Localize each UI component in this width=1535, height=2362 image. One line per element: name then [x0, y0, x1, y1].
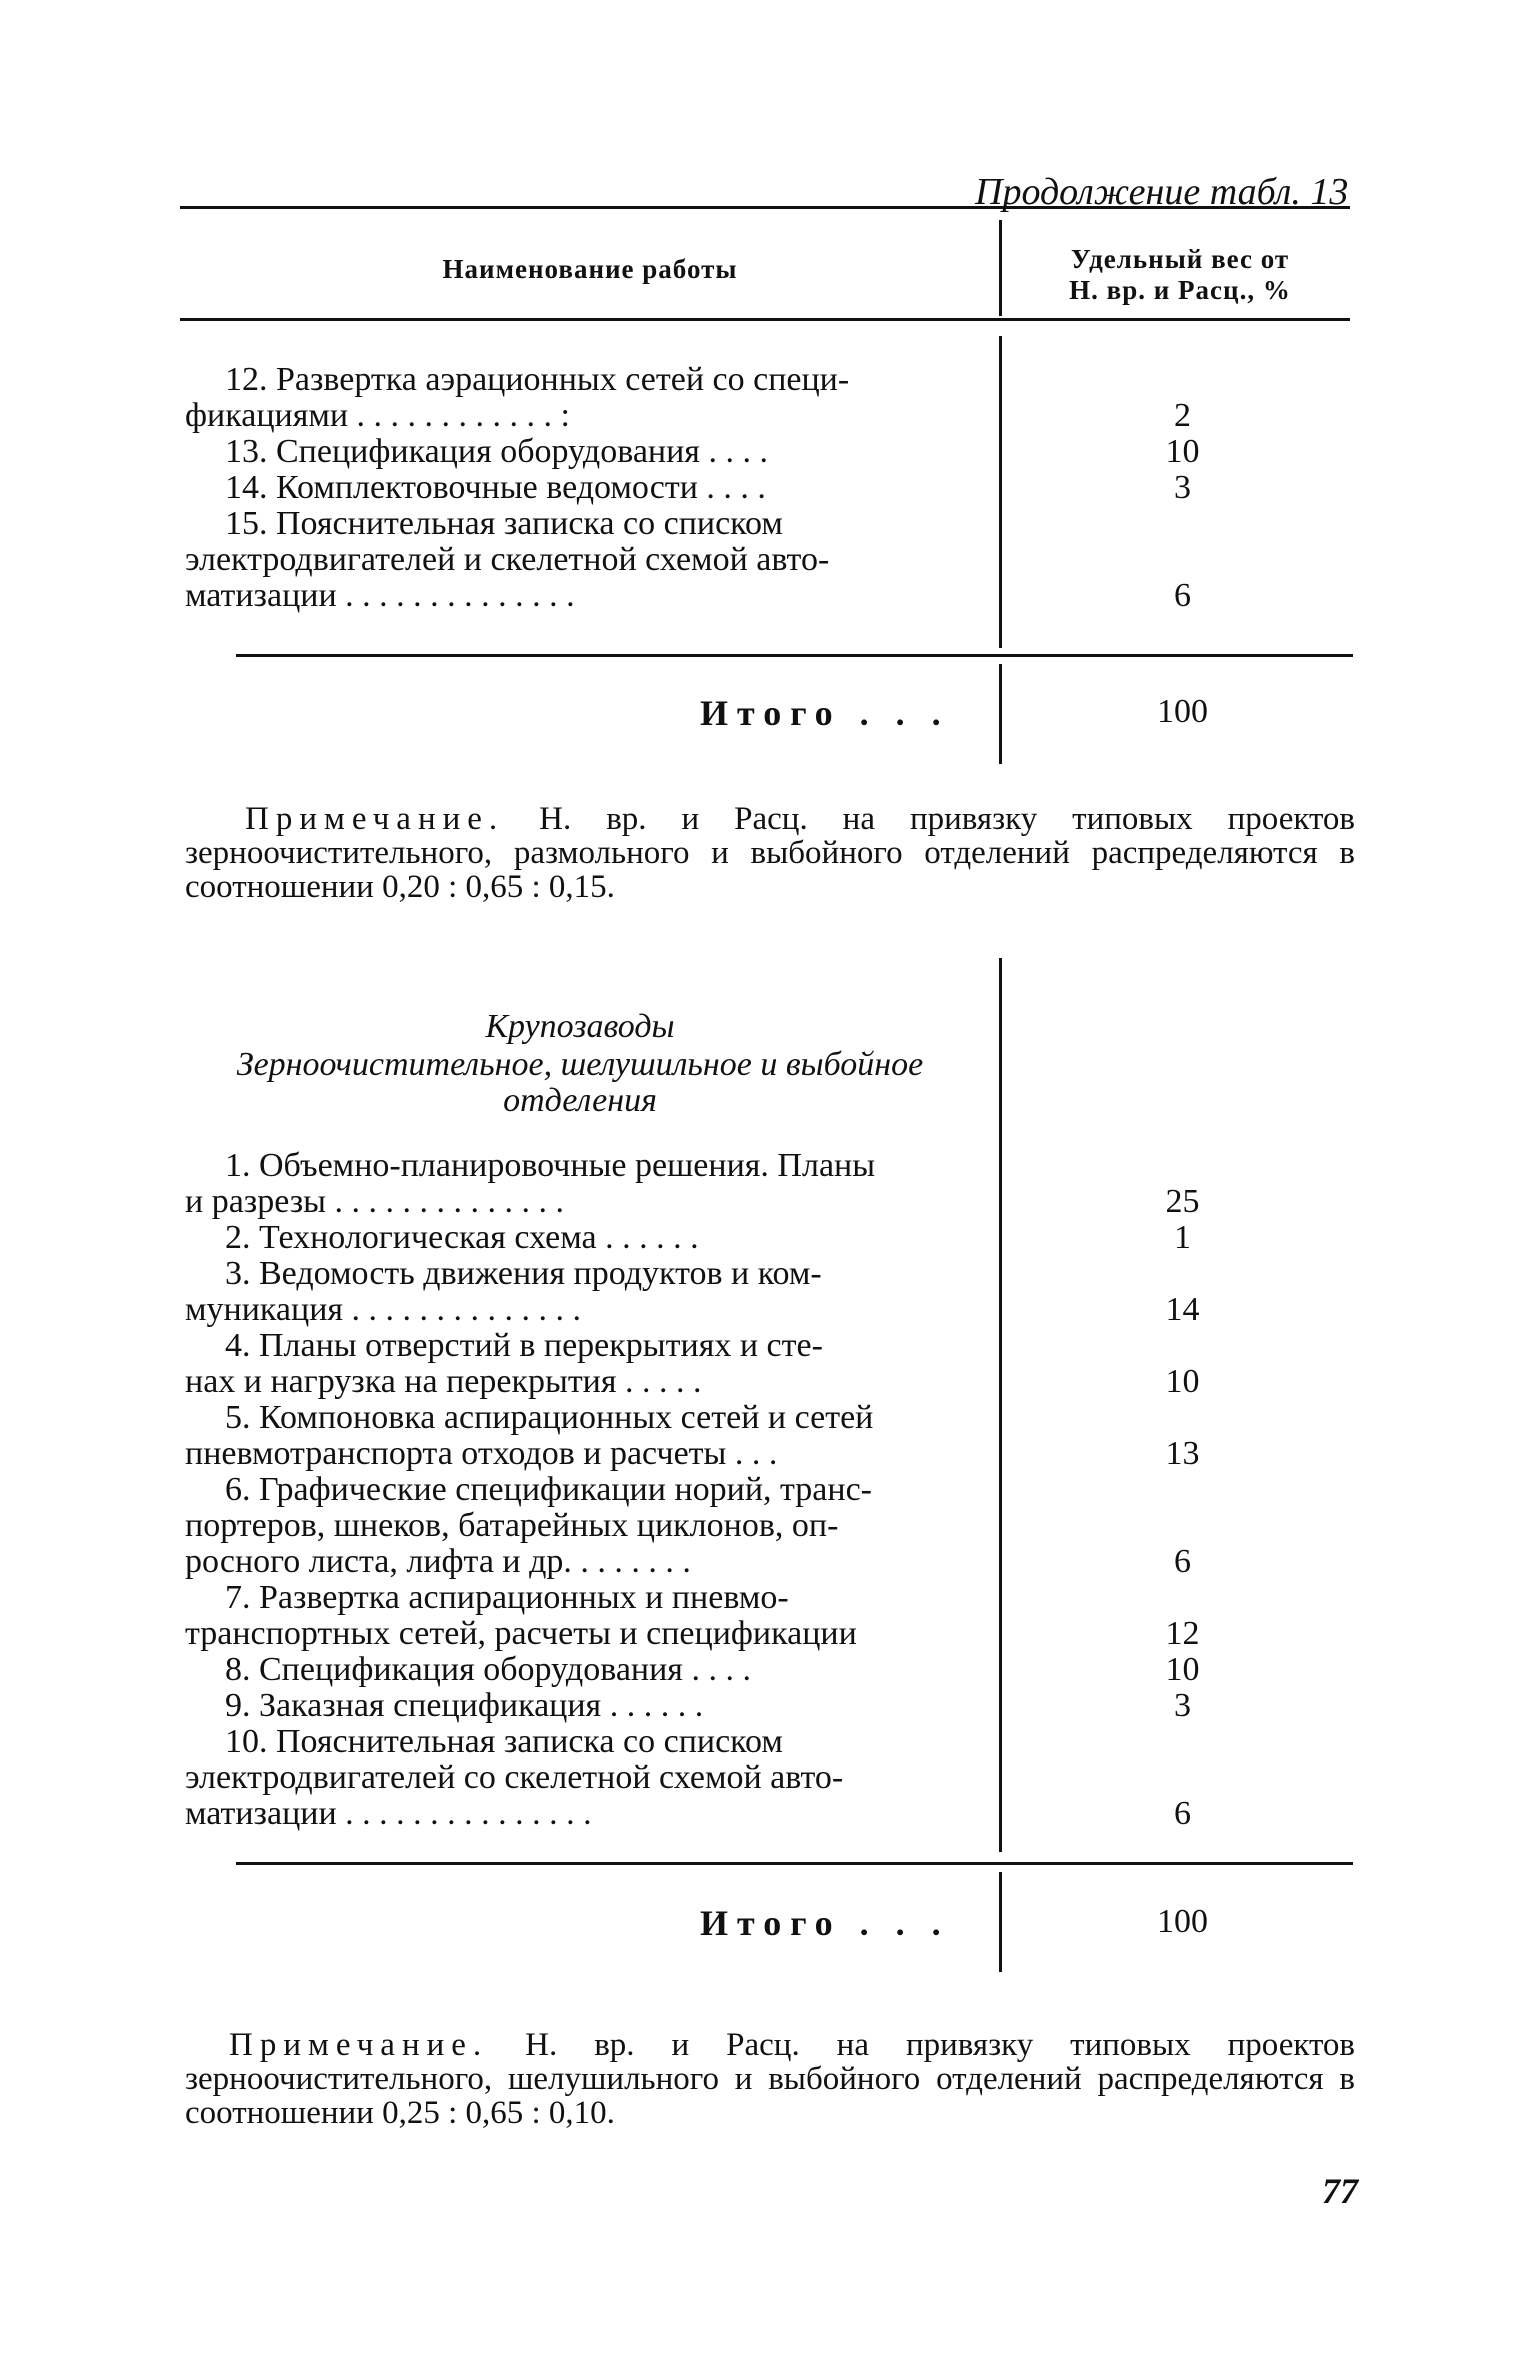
table-row	[185, 1256, 975, 1328]
total-divider	[999, 664, 1002, 764]
row-text: портеров, шнеков, батарейных циклонов, оп-	[185, 1507, 839, 1544]
row-value: 6	[1174, 1543, 1191, 1580]
row-text: электродвигателей и скелетной схемой авто-	[185, 541, 830, 578]
section-title: Крупозаводы	[485, 1008, 675, 1045]
row-value: 2	[1174, 397, 1191, 434]
section-subtitle-line2: отделения	[503, 1082, 657, 1119]
row-text: 1. Объемно-планировочные решения. Планы	[225, 1147, 876, 1184]
table-row	[185, 1400, 975, 1472]
row-text: 3. Ведомость движения продуктов и ком-	[225, 1255, 822, 1292]
row-value: 14	[1165, 1291, 1200, 1328]
row-value: 10	[1165, 433, 1200, 470]
row-text: 4. Планы отверстий в перекрытиях и сте-	[225, 1327, 823, 1364]
row-text: матизации . . . . . . . . . . . . . . .	[185, 1795, 592, 1832]
row-value: 3	[1174, 1687, 1191, 1724]
total-value: 100	[1157, 693, 1208, 730]
total-value: 100	[1157, 1903, 1208, 1940]
table-row: 2. Технологическая схема . . . . . .	[225, 1219, 699, 1256]
header-divider	[999, 220, 1002, 316]
row-text: росного листа, лифта и др. . . . . . . .	[185, 1543, 691, 1580]
note-label: Примечание.	[229, 2027, 489, 2063]
row-value: 6	[1174, 1795, 1191, 1832]
table-row	[185, 1580, 975, 1652]
table-row	[185, 1724, 975, 1832]
page-number: 77	[1322, 2171, 1358, 2211]
table-top-rule	[180, 206, 1350, 209]
body-divider	[999, 336, 1002, 648]
row-text: электродвигателей со скелетной схемой авто-	[185, 1759, 844, 1796]
total-rule	[236, 1862, 1353, 1865]
column-header-weight	[1010, 244, 1350, 306]
row-text: 6. Графические спецификации норий, транс-	[225, 1471, 872, 1508]
header-bottom-rule	[180, 318, 1350, 321]
table-row: 13. Спецификация оборудования . . . .	[225, 433, 768, 470]
table-row	[185, 1148, 975, 1220]
row-text: 5. Компоновка аспирационных сетей и сетей	[225, 1399, 874, 1436]
column-header-name: Наименование работы	[442, 254, 738, 284]
section-subtitle-line1: Зерноочистительное, шелушильное и выбойное	[236, 1046, 924, 1083]
note-text: Н. вр. и Расц. на привязку типовых проектов зерноочистительного, шелушильного и выбойного отделений распределяются в соотношении 0,25 : 0,65 : 0,10.	[185, 2027, 1356, 2131]
row-text: и разрезы . . . . . . . . . . . . . .	[185, 1183, 564, 1220]
row-text: фикациями . . . . . . . . . . . . :	[185, 397, 571, 434]
row-text: нах и нагрузка на перекрытия . . . . .	[185, 1363, 702, 1400]
column-header-weight-line1: Удельный вес от	[1070, 244, 1290, 274]
row-value: 1	[1174, 1219, 1191, 1256]
row-value: 10	[1165, 1363, 1200, 1400]
table-row	[185, 506, 975, 614]
note-text: Н. вр. и Расц. на привязку типовых проектов зерноочистительного, размольного и выбойного отделений распределяются в соотношении 0,20 : 0,65 : 0,15.	[185, 801, 1356, 905]
total-rule	[236, 654, 1353, 657]
row-text: 10. Пояснительная записка со списком	[225, 1723, 783, 1760]
row-text: муникация . . . . . . . . . . . . . .	[185, 1291, 582, 1328]
row-value: 3	[1174, 469, 1191, 506]
table-row	[185, 1472, 975, 1580]
row-text: 15. Пояснительная записка со списком	[225, 505, 783, 542]
continuation-caption: Продолжение табл. 13	[975, 171, 1349, 213]
row-value: 13	[1165, 1435, 1200, 1472]
note-label: Примечание.	[245, 801, 505, 837]
row-value: 12	[1165, 1615, 1200, 1652]
total-divider	[999, 1872, 1002, 1972]
table-row	[185, 1328, 975, 1400]
row-text: 12. Развертка аэрационных сетей со специ-	[225, 361, 850, 398]
total-label: Итого . . .	[700, 1903, 950, 1943]
table-row: 9. Заказная спецификация . . . . . .	[225, 1687, 704, 1724]
row-text: транспортных сетей, расчеты и спецификации	[185, 1615, 857, 1652]
note-1	[185, 802, 1355, 904]
row-value: 10	[1165, 1651, 1200, 1688]
table2-divider	[999, 958, 1002, 1852]
column-header-weight-line2: Н. вр. и Расц., %	[1069, 275, 1291, 305]
row-text: 7. Развертка аспирационных и пневмо-	[225, 1579, 789, 1616]
table-row	[185, 362, 975, 434]
row-text: пневмотранспорта отходов и расчеты . . .	[185, 1435, 778, 1472]
total-label: Итого . . .	[700, 693, 950, 733]
table-row: 8. Спецификация оборудования . . . .	[225, 1651, 751, 1688]
row-value: 6	[1174, 577, 1191, 614]
note-2	[185, 2028, 1355, 2130]
row-text: матизации . . . . . . . . . . . . . .	[185, 577, 575, 614]
table-row: 14. Комплектовочные ведомости . . . .	[225, 469, 766, 506]
row-value: 25	[1165, 1183, 1200, 1220]
